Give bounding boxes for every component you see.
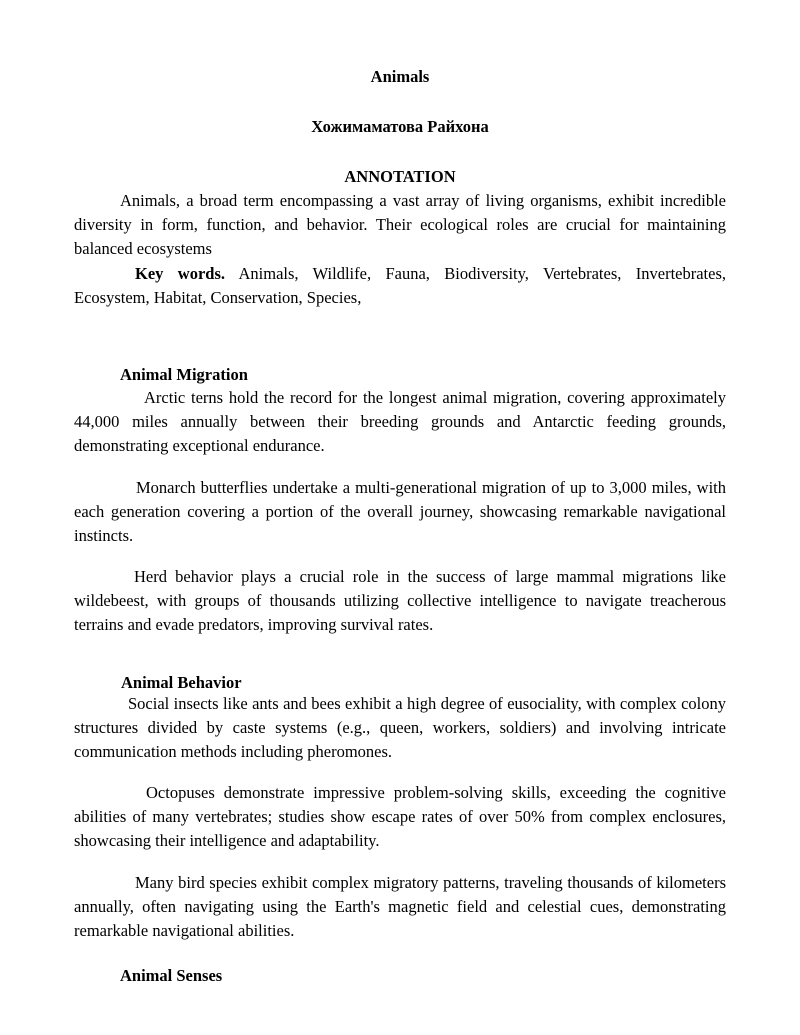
document-author: Хожимаматова Райхона xyxy=(311,117,489,136)
section-heading-animal-migration: Animal Migration xyxy=(120,365,248,384)
annotation-heading: ANNOTATION xyxy=(344,167,456,186)
section-heading-animal-senses: Animal Senses xyxy=(120,966,223,985)
keywords-label: Key words. xyxy=(135,264,226,283)
behavior-paragraph-2: Octopuses demonstrate impressive problem-solving skills, exceeding the cognitive abilities of many vertebrates; studies show escape rates of over 50% from complex enclosures, showcasing their intelligence and adaptability. xyxy=(74,783,726,850)
keywords-text: Animals, Wildlife, Fauna, Biodiversity, Vertebrates, Invertebrates, Ecosystem, Habitat, Conservation, Species, xyxy=(74,264,726,307)
migration-paragraph-1: Arctic terns hold the record for the longest animal migration, covering approximately 44,000 miles annually between their breeding grounds and Antarctic feeding grounds, demonstrating exceptional endurance. xyxy=(74,388,726,455)
migration-paragraph-2: Monarch butterflies undertake a multi-generational migration of up to 3,000 miles, with each generation covering a portion of the overall journey, showcasing remarkable navigational instincts. xyxy=(74,478,726,545)
document-title: Animals xyxy=(370,67,430,86)
behavior-paragraph-1: Social insects like ants and bees exhibit a high degree of eusociality, with complex colony structures divided by caste systems (e.g., queen, workers, soldiers) and involving intricate communication methods including pheromones. xyxy=(74,694,726,761)
section-heading-animal-behavior: Animal Behavior xyxy=(121,673,242,692)
behavior-paragraph-3: Many bird species exhibit complex migratory patterns, traveling thousands of kilometers annually, often navigating using the Earth's magnetic field and celestial cues, demonstrating remarkable navigational abilities. xyxy=(74,873,726,940)
keywords-paragraph xyxy=(74,262,726,310)
annotation-paragraph: Animals, a broad term encompassing a vast array of living organisms, exhibit incredible diversity in form, function, and behavior. Their ecological roles are crucial for maintaining balanced ecosystems xyxy=(74,191,726,258)
migration-paragraph-3: Herd behavior plays a crucial role in the success of large mammal migrations like wildebeest, with groups of thousands utilizing collective intelligence to navigate treacherous terrains and evade predators, improving survival rates. xyxy=(74,567,726,634)
